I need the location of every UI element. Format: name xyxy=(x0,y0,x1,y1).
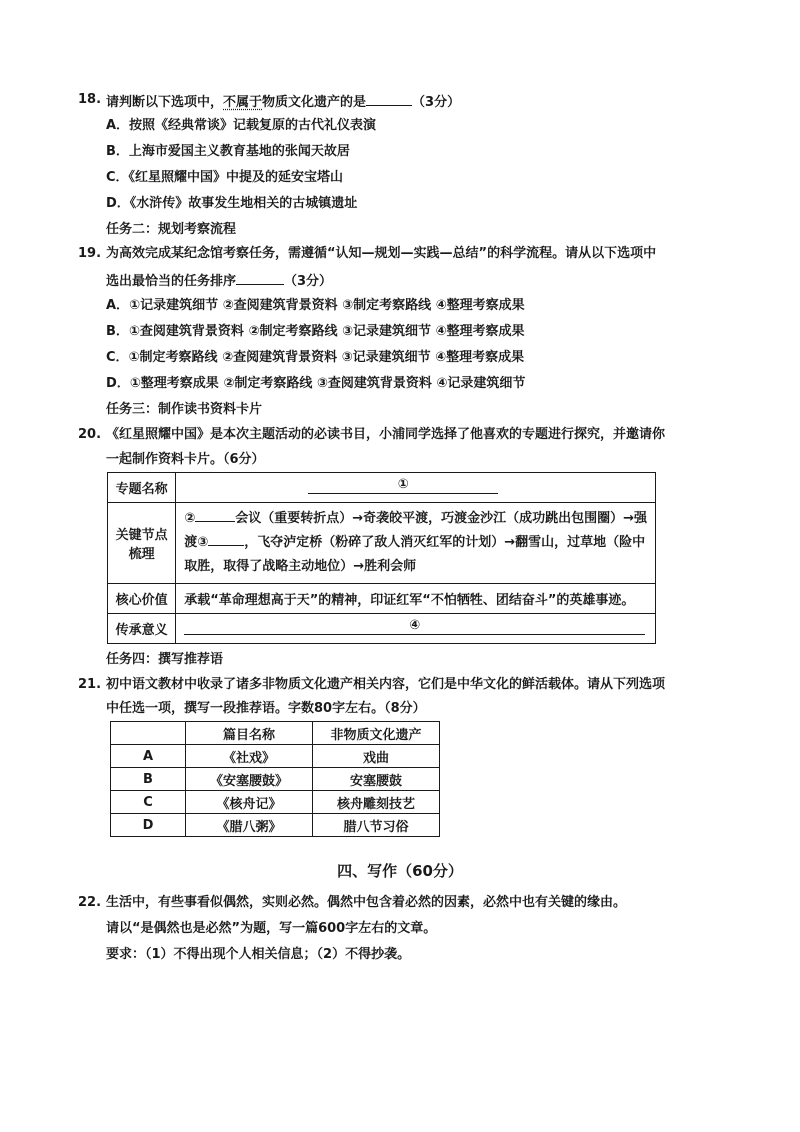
card-marker-2: ② xyxy=(184,511,196,526)
task2-heading: 任务二：规划考察流程 xyxy=(106,222,237,237)
card-row-meaning xyxy=(108,614,656,644)
q21-stem-line2: 中任选一项，撰写一段推荐语。字数80字左右。（8分） xyxy=(106,701,426,716)
q19-number: 19. xyxy=(78,246,102,261)
q19-answer-blank[interactable] xyxy=(236,270,284,285)
q18-stem xyxy=(106,91,460,112)
q21-row-d-letter: D xyxy=(111,814,186,837)
q21-row-a-heritage: 戏曲 xyxy=(313,745,440,768)
card-label-nodes-a: 关键节点 xyxy=(115,528,168,543)
card-nodes-line2-text: ，飞夺泸定桥（粉碎了敌人消灭红军的计划）→翻雪山，过草地（险中 xyxy=(244,535,646,550)
card-meaning-cell[interactable] xyxy=(176,614,656,644)
section4-heading: 四、写作（60分） xyxy=(337,862,463,880)
q21-header-heritage: 非物质文化遗产 xyxy=(313,722,440,745)
q21-row-c-title: 《核舟记》 xyxy=(186,791,313,814)
q18-score: （3分） xyxy=(412,95,461,110)
q18-answer-blank[interactable] xyxy=(366,91,412,106)
q21-row-b-heritage: 安塞腰鼓 xyxy=(313,768,440,791)
q22-number: 22. xyxy=(78,895,102,910)
card-meaning-blank[interactable]: ④ xyxy=(184,618,645,635)
card-row-topic xyxy=(108,473,656,503)
card-value-text: 承载“革命理想高于天”的精神，印证红军“不怕牺牲、团结奋斗”的英雄事迹。 xyxy=(176,584,656,614)
card-label-value: 核心价值 xyxy=(108,584,176,614)
table-row[interactable] xyxy=(111,791,440,814)
card-blank-2[interactable] xyxy=(195,507,235,522)
card-topic-blank[interactable]: ① xyxy=(308,477,498,494)
q18-stem-c: 物质文化遗产的是 xyxy=(262,95,367,110)
q21-stem-line1: 初中语文教材中收录了诸多非物质文化遗产相关内容，它们是中华文化的鲜活载体。请从下列选项 xyxy=(106,677,666,692)
q18-number: 18. xyxy=(78,92,102,107)
q19-score: （3分） xyxy=(284,274,333,289)
table-row[interactable] xyxy=(111,768,440,791)
card-label-topic: 专题名称 xyxy=(108,473,176,503)
task3-heading: 任务三：制作读书资料卡片 xyxy=(106,402,263,417)
q19-stem-line2-text: 选出最恰当的任务排序 xyxy=(106,274,237,289)
card-marker-3: 渡③ xyxy=(184,535,209,550)
card-nodes-line2 xyxy=(184,531,647,555)
card-label-nodes xyxy=(108,503,176,584)
q19-stem-line2 xyxy=(106,270,332,291)
q21-row-b-title: 《安塞腰鼓》 xyxy=(186,768,313,791)
q18-option-c: C．《红星照耀中国》中提及的延安宝塔山 xyxy=(106,170,344,185)
q21-table-header xyxy=(111,722,440,745)
q21-row-a-letter: A xyxy=(111,745,186,768)
card-label-meaning: 传承意义 xyxy=(108,614,176,644)
card-nodes-line3: 取胜，取得了战略主动地位）→胜利会师 xyxy=(184,559,417,574)
q21-header-blank xyxy=(111,722,186,745)
q22-line2: 请以“是偶然也是必然”为题，写一篇600字左右的文章。 xyxy=(106,921,437,936)
q19-option-a: A．①记录建筑细节 ②查阅建筑背景资料 ③制定考察路线 ④整理考察成果 xyxy=(106,298,525,313)
q21-row-d-heritage: 腊八节习俗 xyxy=(313,814,440,837)
card-nodes-content xyxy=(176,503,656,584)
task4-heading: 任务四：撰写推荐语 xyxy=(106,652,224,667)
q21-row-c-letter: C xyxy=(111,791,186,814)
q22-line1: 生活中，有些事看似偶然，实则必然。偶然中包含着必然的因素，必然中也有关键的缘由。 xyxy=(106,895,627,910)
q19-stem-line1: 为高效完成某纪念馆考察任务，需遵循“认知—规划—实践—总结”的科学流程。请从以下选项中 xyxy=(106,246,657,261)
q19-option-c: C．①制定考察路线 ②查阅建筑背景资料 ③记录建筑细节 ④整理考察成果 xyxy=(106,350,525,365)
q18-option-d: D．《水浒传》故事发生地相关的古城镇遗址 xyxy=(106,196,358,211)
q21-row-b-letter: B xyxy=(111,768,186,791)
q21-header-title: 篇目名称 xyxy=(186,722,313,745)
q21-number: 21. xyxy=(78,677,102,692)
q18-stem-a: 请判断以下选项中， xyxy=(106,95,224,110)
q21-row-c-heritage: 核舟雕刻技艺 xyxy=(313,791,440,814)
q19-option-b: B．①查阅建筑背景资料 ②制定考察路线 ③记录建筑细节 ④整理考察成果 xyxy=(106,324,525,339)
q21-row-a-title: 《社戏》 xyxy=(186,745,313,768)
card-nodes-line1-text: 会议（重要转折点）→奇袭皎平渡，巧渡金沙江（成功跳出包围圈）→强 xyxy=(235,511,647,526)
table-row[interactable] xyxy=(111,814,440,837)
q18-option-b: B．上海市爱国主义教育基地的张闻天故居 xyxy=(106,144,350,159)
q20-stem-line1: 《红星照耀中国》是本次主题活动的必读书目，小浦同学选择了他喜欢的专题进行探究，并邀请你 xyxy=(106,427,666,442)
q18-stem-emphasis: 不属于 xyxy=(223,95,263,110)
card-row-value xyxy=(108,584,656,614)
card-blank-3[interactable] xyxy=(208,531,244,546)
card-label-nodes-b: 梳理 xyxy=(128,547,155,562)
card-nodes-line1 xyxy=(184,507,647,531)
card-row-nodes xyxy=(108,503,656,584)
q20-stem-line2: 一起制作资料卡片。（6分） xyxy=(106,452,265,467)
q21-options-table xyxy=(110,721,440,837)
q20-info-card xyxy=(107,472,656,644)
q18-option-a: A．按照《经典常谈》记载复原的古代礼仪表演 xyxy=(106,118,377,133)
q19-option-d: D．①整理考察成果 ②制定考察路线 ③查阅建筑背景资料 ④记录建筑细节 xyxy=(106,376,526,391)
q21-row-d-title: 《腊八粥》 xyxy=(186,814,313,837)
q22-line3: 要求：（1）不得出现个人相关信息；（2）不得抄袭。 xyxy=(106,947,411,962)
table-row[interactable] xyxy=(111,745,440,768)
q20-number: 20. xyxy=(78,427,102,442)
card-topic-cell[interactable] xyxy=(176,473,656,503)
